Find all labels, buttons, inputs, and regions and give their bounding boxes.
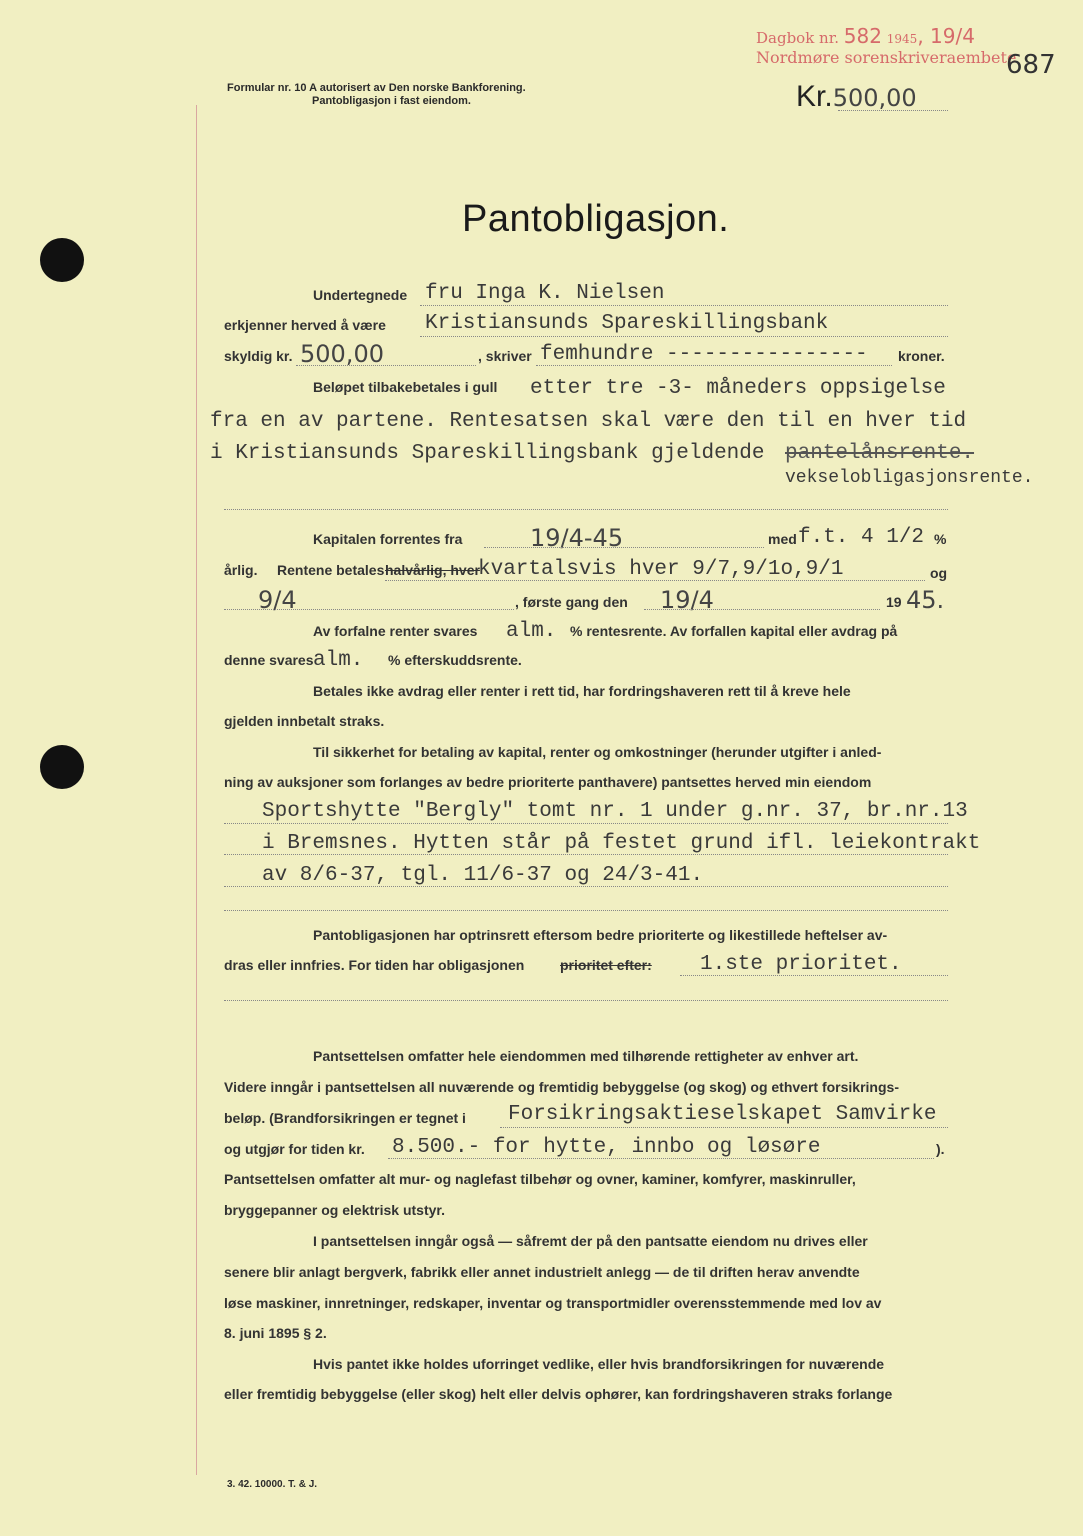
- renter-dots: [385, 580, 925, 581]
- form-line-2: Pantobligasjon i fast eiendom.: [312, 95, 471, 107]
- omfatter-line-4-end: ).: [936, 1141, 945, 1157]
- optrinsrett-line-1: Pantobligasjonen har optrinsrett eftersom bedre prioriterte og likestillede heftelser av-: [313, 927, 888, 943]
- undertegnede-value: fru Inga K. Nielsen: [425, 282, 665, 305]
- page-title: Pantobligasjon.: [462, 198, 730, 240]
- eiendom-dots-3: [224, 886, 948, 887]
- skriver-dots: [536, 365, 892, 366]
- forste-label: , første gang den: [515, 594, 628, 610]
- page-number: 687: [1006, 50, 1056, 80]
- renter-dots-2: [224, 609, 514, 610]
- belopet-label: Beløpet tilbakebetales i gull: [313, 379, 498, 395]
- eiendom-line-3: av 8/6-37, tgl. 11/6-37 og 24/3-41.: [262, 864, 704, 887]
- og-label: og: [930, 565, 948, 581]
- year-prefix: 19: [886, 594, 902, 610]
- hvis-line-2: eller fremtidig bebyggelse (eller skog) helt eller delvis ophører, kan fordringshaveren straks forlange: [224, 1386, 893, 1402]
- insurer-value: Forsikringsaktieselskapet Samvirke: [508, 1103, 937, 1126]
- optrinsrett-dots-2: [224, 1000, 948, 1001]
- punch-hole-top: [40, 238, 84, 282]
- office-stamp: Nordmøre sorenskriveraembete: [756, 48, 1017, 67]
- arlig-label: årlig.: [224, 562, 258, 578]
- med-label: med: [768, 531, 797, 547]
- denne-text-1: denne svares: [224, 652, 314, 668]
- dagbok-year: 1945: [886, 32, 918, 46]
- eiendom-dots-4: [224, 910, 948, 911]
- omfatter-line-6: bryggepanner og elektrisk utstyr.: [224, 1202, 445, 1218]
- skyldig-dots: [296, 365, 476, 366]
- inngar-line-1: I pantsettelsen inngår også — såfremt der på den pantsatte eiendom nu drives eller: [313, 1233, 868, 1249]
- kapitalen-dots: [484, 547, 764, 548]
- erkjenner-dots: [420, 336, 948, 337]
- skriver-label: , skriver: [478, 348, 532, 364]
- skyldig-value: 500,00: [300, 340, 384, 368]
- renter-value-2: 9/4: [258, 586, 297, 614]
- omfatter-line-2: Videre inngår i pantsettelsen all nuværende og fremtidig bebyggelse (og skog) og ethvert forsikrings-: [224, 1079, 899, 1095]
- dagbok-stamp: [756, 24, 975, 48]
- eiendom-dots-2: [224, 854, 948, 855]
- insurance-dots: [388, 1158, 934, 1159]
- print-footer: 3. 42. 10000. T. & J.: [227, 1479, 318, 1490]
- dagbok-label: Dagbok nr.: [756, 29, 840, 47]
- renter-value: kvartalsvis hver 9/7,9/1o,9/1: [478, 558, 844, 581]
- kapitalen-value: 19/4-45: [530, 524, 624, 552]
- med-value: f.t. 4 1/2: [798, 526, 925, 549]
- amount-value: 500,00: [832, 84, 917, 112]
- forfalne-text-2: % rentesrente. Av forfallen kapital eller avdrag på: [570, 623, 898, 639]
- kapitalen-label: Kapitalen forrentes fra: [313, 531, 463, 547]
- forfalne-value: alm.: [506, 620, 557, 643]
- skriver-value: femhundre ----------------: [540, 343, 868, 366]
- undertegnede-label: Undertegnede: [313, 287, 408, 303]
- margin-line: [196, 105, 197, 1475]
- skyldig-label: skyldig kr.: [224, 348, 293, 364]
- insurer-dots: [500, 1127, 948, 1128]
- belopet-value-4: vekselobligasjonsrente.: [785, 468, 1034, 488]
- betales-line-1: Betales ikke avdrag eller renter i rett tid, har fordringshaveren rett til å kreve hele: [313, 683, 851, 699]
- omfatter-line-5: Pantsettelsen omfatter alt mur- og naglefast tilbehør og ovner, kaminer, komfyrer, maskinruller,: [224, 1171, 856, 1187]
- year-value: 45.: [906, 586, 945, 614]
- belopet-struck: pantelånsrente.: [785, 442, 975, 465]
- sikkerhet-line-1: Til sikkerhet for betaling av kapital, renter og omkostninger (herunder utgifter i anled-: [313, 744, 882, 760]
- amount-prefix: Kr.: [796, 80, 833, 113]
- betales-line-2: gjelden innbetalt straks.: [224, 713, 385, 729]
- belopet-dots: [224, 509, 948, 510]
- eiendom-dots-1: [224, 823, 948, 824]
- erkjenner-label: erkjenner herved å være: [224, 317, 386, 333]
- belopet-value-2: fra en av partene. Rentesatsen skal være den til en hver tid: [210, 410, 967, 433]
- form-line-1: Formular nr. 10 A autorisert av Den norske Bankforening.: [227, 82, 526, 94]
- omfatter-line-1: Pantsettelsen omfatter hele eiendommen med tilhørende rettigheter av enhver art.: [313, 1048, 859, 1064]
- optrinsrett-value: 1.ste prioritet.: [700, 953, 902, 976]
- dagbok-number: 582: [843, 24, 882, 48]
- erkjenner-value: Kristiansunds Spareskillingsbank: [425, 312, 829, 335]
- eiendom-line-2: i Bremsnes. Hytten står på festet grund ifl. leiekontrakt: [262, 832, 981, 855]
- forste-value: 19/4: [660, 586, 714, 614]
- inngar-line-4: 8. juni 1895 § 2.: [224, 1325, 327, 1341]
- belopet-value-1: etter tre -3- måneders oppsigelse: [530, 377, 946, 400]
- med-pct: %: [934, 531, 947, 547]
- belopet-value-3: i Kristiansunds Spareskillingsbank gjeldende: [210, 442, 765, 465]
- forste-dots: [644, 609, 880, 610]
- optrinsrett-struck: prioritet efter:: [560, 957, 652, 973]
- denne-text-2: % efterskuddsrente.: [388, 652, 522, 668]
- sikkerhet-line-2: ning av auksjoner som forlanges av bedre prioriterte panthavere) pantsettes herved min eiendom: [224, 774, 872, 790]
- forfalne-text-1: Av forfalne renter svares: [313, 623, 478, 639]
- dagbok-date: , 19/4: [917, 24, 975, 48]
- insurance-value: 8.500.- for hytte, innbo og løsøre: [392, 1136, 821, 1159]
- renter-struck: halvårlig, hver: [385, 562, 480, 578]
- renter-label: Rentene betales: [277, 562, 385, 578]
- kroner-label: kroner.: [898, 348, 945, 364]
- undertegnede-dots: [420, 305, 948, 306]
- denne-value: alm.: [313, 649, 364, 672]
- omfatter-line-4: og utgjør for tiden kr.: [224, 1141, 365, 1157]
- amount-header: [796, 80, 917, 114]
- inngar-line-3: løse maskiner, innretninger, redskaper, inventar og transportmidler overensstemmende med lov av: [224, 1295, 882, 1311]
- optrinsrett-dots: [680, 975, 948, 976]
- optrinsrett-line-2: dras eller innfries. For tiden har obligasjonen: [224, 957, 525, 973]
- hvis-line-1: Hvis pantet ikke holdes uforringet vedlike, eller hvis brandforsikringen for nuværende: [313, 1356, 885, 1372]
- inngar-line-2: senere blir anlagt bergverk, fabrikk eller annet industrielt anlegg — de til driften herav anvendte: [224, 1264, 860, 1280]
- omfatter-line-3: beløp. (Brandforsikringen er tegnet i: [224, 1110, 466, 1126]
- punch-hole-middle: [40, 745, 84, 789]
- amount-dots: [838, 110, 948, 111]
- eiendom-line-1: Sportshytte "Bergly" tomt nr. 1 under g.nr. 37, br.nr.13: [262, 800, 968, 823]
